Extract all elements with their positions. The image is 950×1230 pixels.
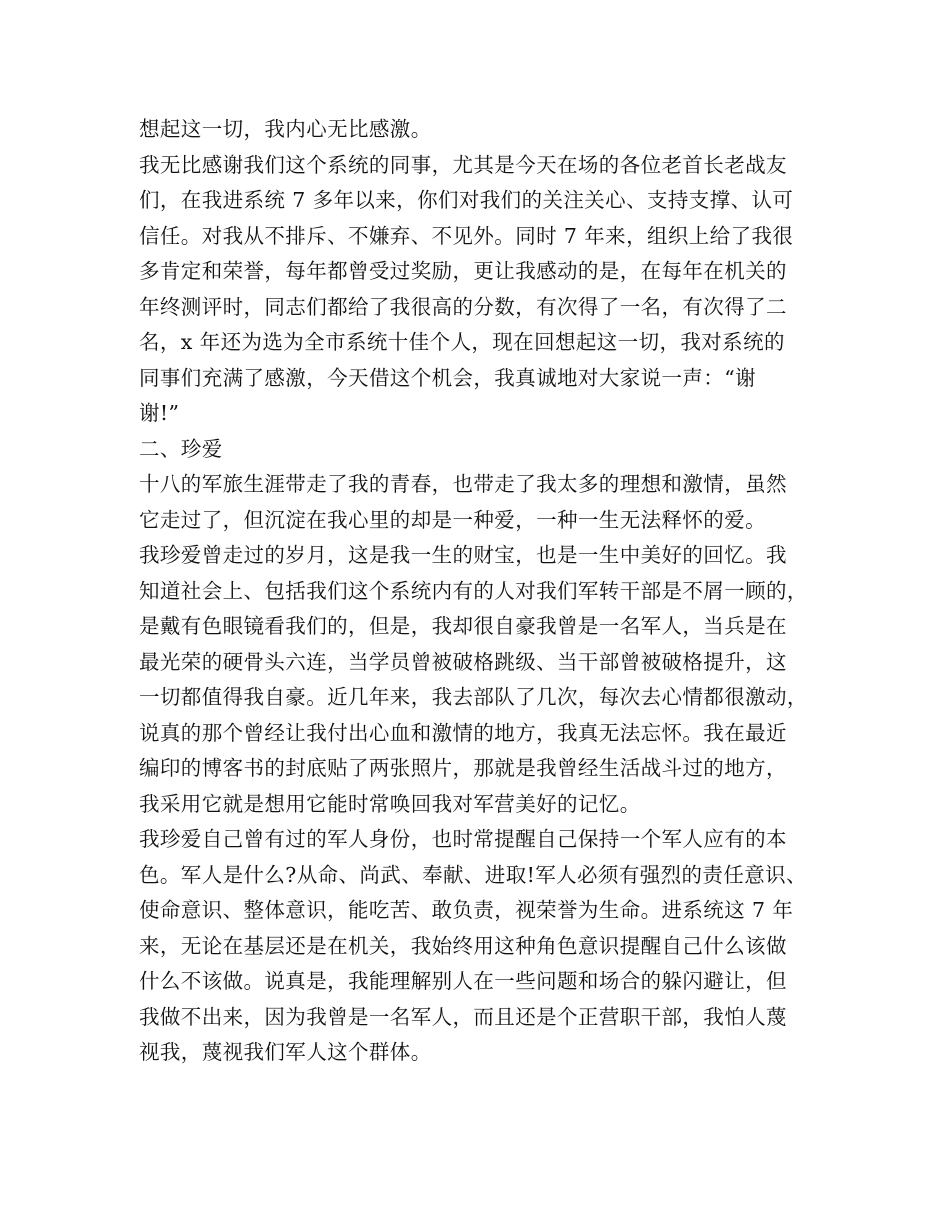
text-line: 年终测评时，同志们都给了我很高的分数，有次得了一名，有次得了二 (139, 294, 787, 319)
text-line: 来，无论在基层还是在机关，我始终用这种角色意识提醒自己什么该做 (139, 933, 787, 958)
text-line: 多肯定和荣誉，每年都曾受过奖励，更让我感动的是，在每年在机关的 (139, 259, 787, 283)
text-line: 说真的那个曾经让我付出心血和激情的地方，我真无法忘怀。我在最近 (139, 720, 787, 745)
text-line: 编印的博客书的封底贴了两张照片，那就是我曾经生活战斗过的地方， (139, 756, 787, 780)
text-line: 色。军人是什么?从命、尚武、奉献、进取!军人必须有强烈的责任意识、 (139, 862, 807, 887)
text-line: 名，x 年还为选为全市系统十佳个人，现在回想起这一切，我对系统的 (139, 330, 785, 354)
text-line: 信任。对我从不排斥、不嫌弃、不见外。同时 7 年来，组织上给了我很 (139, 223, 794, 248)
text-line: 们，在我进系统 7 多年以来，你们对我们的关注关心、支持支撑、认可 (139, 188, 794, 212)
text-line: 一切都值得我自豪。近几年来，我去部队了几次，每次去心情都很激动， (139, 685, 808, 709)
text-line: 我珍爱曾走过的岁月，这是我一生的财宝，也是一生中美好的回忆。我 (139, 543, 787, 567)
text-line: 我采用它就是想用它能时常唤回我对军营美好的记忆。 (139, 791, 641, 816)
text-line: 是戴有色眼镜看我们的，但是，我却很自豪我曾是一名军人，当兵是在 (139, 614, 787, 638)
text-line: 想起这一切，我内心无比感激。 (139, 117, 432, 141)
text-line: 我做不出来，因为我曾是一名军人，而且还是个正营职干部，我怕人蔑 (139, 1004, 787, 1029)
text-line: 我珍爱自己曾有过的军人身份，也时常提醒自己保持一个军人应有的本 (139, 827, 787, 851)
text-line: 什么不该做。说真是，我能理解别人在一些问题和场合的躲闪避让，但 (139, 969, 787, 993)
text-line: 知道社会上、包括我们这个系统内有的人对我们军转干部是不屑一顾的， (139, 578, 808, 603)
section-heading: 二、珍爱 (139, 436, 223, 461)
text-line: 它走过了，但沉淀在我心里的却是一种爱，一种一生无法释怀的爱。 (139, 507, 766, 532)
text-line: 使命意识、整体意识，能吃苦、敢负责，视荣誉为生命。进系统这 7 年 (139, 898, 794, 922)
text-line: 我无比感谢我们这个系统的同事，尤其是今天在场的各位老首长老战友 (139, 152, 787, 177)
text-line: 十八的军旅生涯带走了我的青春，也带走了我太多的理想和激情，虽然 (139, 472, 787, 496)
text-line: 同事们充满了感激，今天借这个机会，我真诚地对大家说一声：“谢 (139, 365, 756, 390)
text-line: 视我，蔑视我们军人这个群体。 (139, 1040, 432, 1064)
text-line: 最光荣的硬骨头六连，当学员曾被破格跳级、当干部曾被破格提升，这 (139, 649, 787, 674)
text-line: 谢!” (139, 401, 180, 425)
document-body (139, 112, 829, 1071)
